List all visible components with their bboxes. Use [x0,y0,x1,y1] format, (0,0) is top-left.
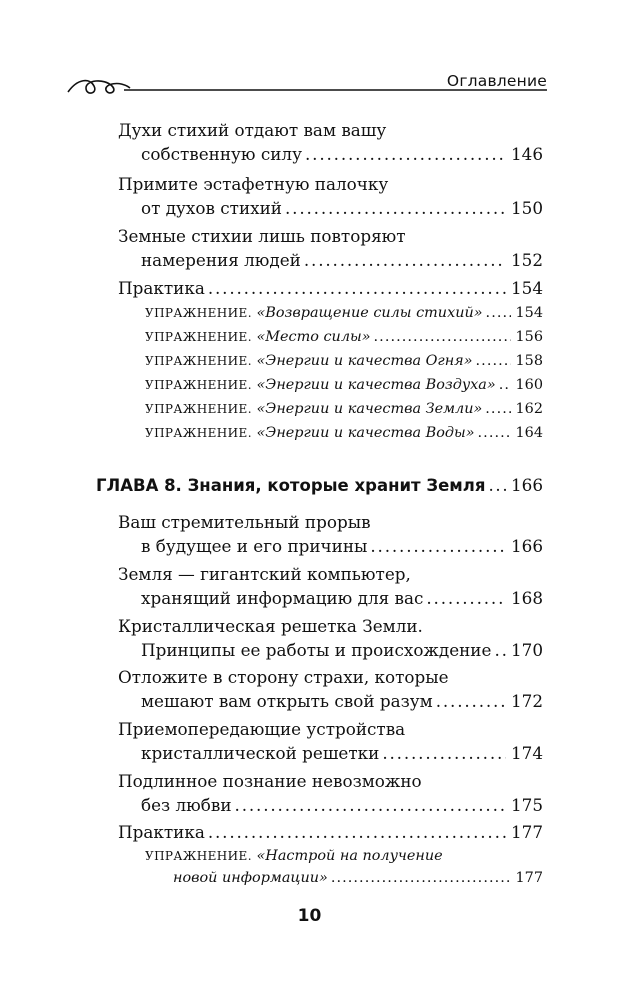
leader-dots [476,351,511,371]
exercise-title-line1: «Настрой на получение [256,848,443,864]
toc-entry-line2: намерения людей [141,250,301,270]
leader-dots [486,303,511,323]
page-ref: 166 [510,536,543,556]
exercise-title-line2: новой информации» [173,870,328,886]
exercise-label: УПРАЖНЕНИЕ. [145,354,252,368]
toc-entry[interactable] [118,769,543,817]
leader-dots [285,196,506,220]
page-ref: 160 [515,377,543,393]
toc-entry-line2: кристаллической решетки [141,743,380,763]
exercise-entry[interactable] [145,845,543,889]
exercise-label: УПРАЖНЕНИЕ. [145,330,252,344]
exercise-title: «Энергии и качества Воздуха» [256,377,496,393]
page-ref: 177 [515,870,543,886]
exercise-list [145,303,543,443]
toc-entry[interactable] [118,665,543,713]
leader-dots [370,534,506,558]
leader-dots [436,689,506,713]
toc-entry-line1: Кристаллическая решетка Земли. [118,616,423,636]
exercise-entry[interactable] [145,399,543,419]
page-ref: 146 [510,144,543,164]
toc-entry-practice[interactable] [118,820,543,844]
leader-dots [478,423,511,443]
toc-entry-line1: Земные стихии лишь повторяют [118,226,406,246]
toc-entry-line1: Подлинное познание невозможно [118,771,422,791]
page-ref: 174 [510,743,543,763]
toc-entry-line2: в будущее и его причины [141,536,368,556]
leader-dots [208,820,506,844]
exercise-label: УПРАЖНЕНИЕ. [145,402,252,416]
exercise-label: УПРАЖНЕНИЕ. [145,306,252,320]
page-ref: 164 [515,425,543,441]
chapter-heading[interactable] [96,473,543,498]
toc-entry-line2: хранящий информацию для вас [141,588,424,608]
toc-entry-text: Практика [118,822,205,842]
toc-entry[interactable] [118,717,543,765]
page-ref: 154 [510,278,543,298]
exercise-label: УПРАЖНЕНИЕ. [145,426,252,440]
page-ref: 170 [510,640,543,660]
page-ref: 162 [515,401,543,417]
toc-entry[interactable] [118,510,543,558]
page-ref: 168 [510,588,543,608]
page-ref: 156 [515,329,543,345]
toc-entry[interactable] [118,562,543,610]
toc-entry-line1: Примите эстафетную палочку [118,174,389,194]
leader-dots [485,399,510,419]
toc-entry[interactable] [118,224,543,272]
toc-entry-line2: мешают вам открыть свой разум [141,691,433,711]
leader-dots [331,867,511,889]
leader-dots [374,327,511,347]
page-ref: 177 [510,822,543,842]
leader-dots [426,586,506,610]
leader-dots [488,474,506,498]
toc-entry-line2: от духов стихий [141,198,282,218]
leader-dots [499,375,511,395]
exercise-label: УПРАЖНЕНИЕ. [145,378,252,392]
running-header [64,70,547,100]
page-ref: 166 [510,475,543,495]
exercise-entry[interactable] [145,351,543,371]
exercise-title: «Энергии и качества Земли» [256,401,483,417]
toc-entry-line1: Приемопередающие устройства [118,719,406,739]
exercise-entry[interactable] [145,327,543,347]
toc-entry[interactable] [118,172,543,220]
header-title: Оглавление [446,72,547,90]
leader-dots [304,248,506,272]
toc-entry[interactable] [118,614,543,662]
toc-entry[interactable] [118,118,543,166]
leader-dots [494,638,506,662]
toc-entry-line1: Земля — гигантский компьютер, [118,564,411,584]
exercise-title: «Энергии и качества Воды» [256,425,475,441]
exercise-entry[interactable] [145,375,543,395]
exercise-title: «Энергии и качества Огня» [256,353,473,369]
page-ref: 150 [510,198,543,218]
page-ref: 172 [510,691,543,711]
exercise-entry[interactable] [145,303,543,323]
toc-entry-practice[interactable] [118,276,543,300]
toc-entry-line1: Отложите в сторону страхи, которые [118,667,449,687]
page-ref: 152 [510,250,543,270]
toc-entry-line1: Ваш стремительный прорыв [118,512,371,532]
leader-dots [305,142,506,166]
page-ref: 158 [515,353,543,369]
page-ref: 175 [510,795,543,815]
exercise-label: УПРАЖНЕНИЕ. [145,849,252,863]
toc-entry-line1: Духи стихий отдают вам вашу [118,120,387,140]
leader-dots [382,741,506,765]
exercise-entry[interactable] [145,423,543,443]
page-number: 10 [297,906,322,926]
toc-entry-line2: собственную силу [141,144,302,164]
chapter-title: ГЛАВА 8. Знания, которые хранит Земля [96,476,486,495]
toc-entry-text: Практика [118,278,205,298]
toc-entry-line2: без любви [141,795,232,815]
exercise-title: «Место силы» [256,329,371,345]
page-ref: 154 [515,305,543,321]
exercise-title: «Возвращение силы стихий» [256,305,483,321]
leader-dots [208,276,506,300]
toc-entry-line2: Принципы ее работы и происхождение [141,640,492,660]
leader-dots [235,793,506,817]
